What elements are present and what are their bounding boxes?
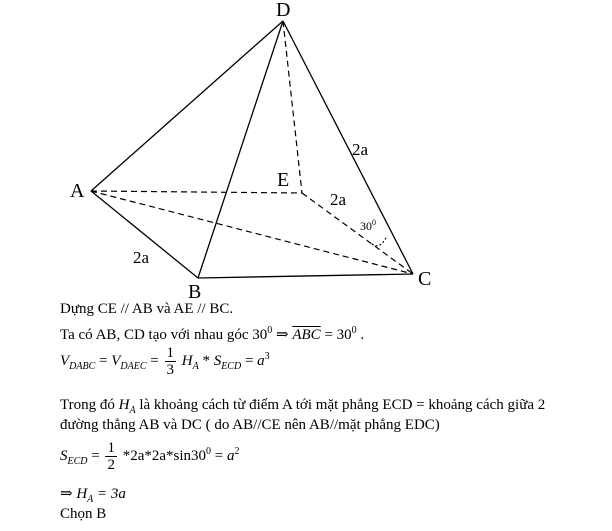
vertex-e: E (277, 169, 290, 191)
line-angle: Ta có AB, CD tạo với nhau góc $30^0$ ⇒ $\overline{ABC} = 30^0$ . (60, 325, 365, 343)
angle-abc: $\overline{ABC}$ (292, 327, 321, 343)
edge-dc (283, 21, 413, 274)
label-dc: 2a (352, 140, 369, 159)
edge-de (283, 21, 302, 193)
fraction-one-third: $\frac{1}{3}$ (166, 345, 174, 378)
area-formula: $S_{ECD}$ = $\frac{1}{2}$ $*2a*2a*\sin 30^0 = a^2$ (60, 440, 240, 473)
line-trong-do: Trong đó $H_A$ là khoảng cách từ điểm A tới mặt phẳng ECD = khoảng cách giữa 2 (60, 397, 546, 416)
edge-bc (198, 274, 413, 278)
fraction-one-half: $\frac{1}{2}$ (107, 440, 115, 473)
label-ab: 2a (133, 248, 150, 267)
answer-choice: Chọn B (60, 506, 107, 522)
vertex-d: D (276, 0, 291, 21)
angle-label: $30^0$ (360, 218, 376, 233)
edge-da (91, 21, 283, 191)
vertex-a: A (70, 180, 85, 202)
line-construct: Dựng CE // AB và AE // BC. (60, 301, 234, 317)
angle-arc (372, 236, 387, 246)
edge-ae (91, 191, 302, 193)
result-line: ⇒ $H_A = 3a$ (60, 486, 126, 505)
volume-formula: $V_{DABC} = V_{DAEC}$ = $\frac{1}{3}$ $H_A * S_{ECD} = a^3$ (60, 345, 270, 378)
vertex-c: C (418, 268, 432, 290)
label-ec: 2a (330, 190, 347, 209)
edge-db (198, 21, 283, 278)
vertex-b: B (188, 281, 202, 300)
edge-ec (302, 193, 413, 274)
line-trong-do-cont: đường thẳng AB và DC ( do AB//CE nên AB//mặt phẳng EDC) (60, 417, 440, 433)
